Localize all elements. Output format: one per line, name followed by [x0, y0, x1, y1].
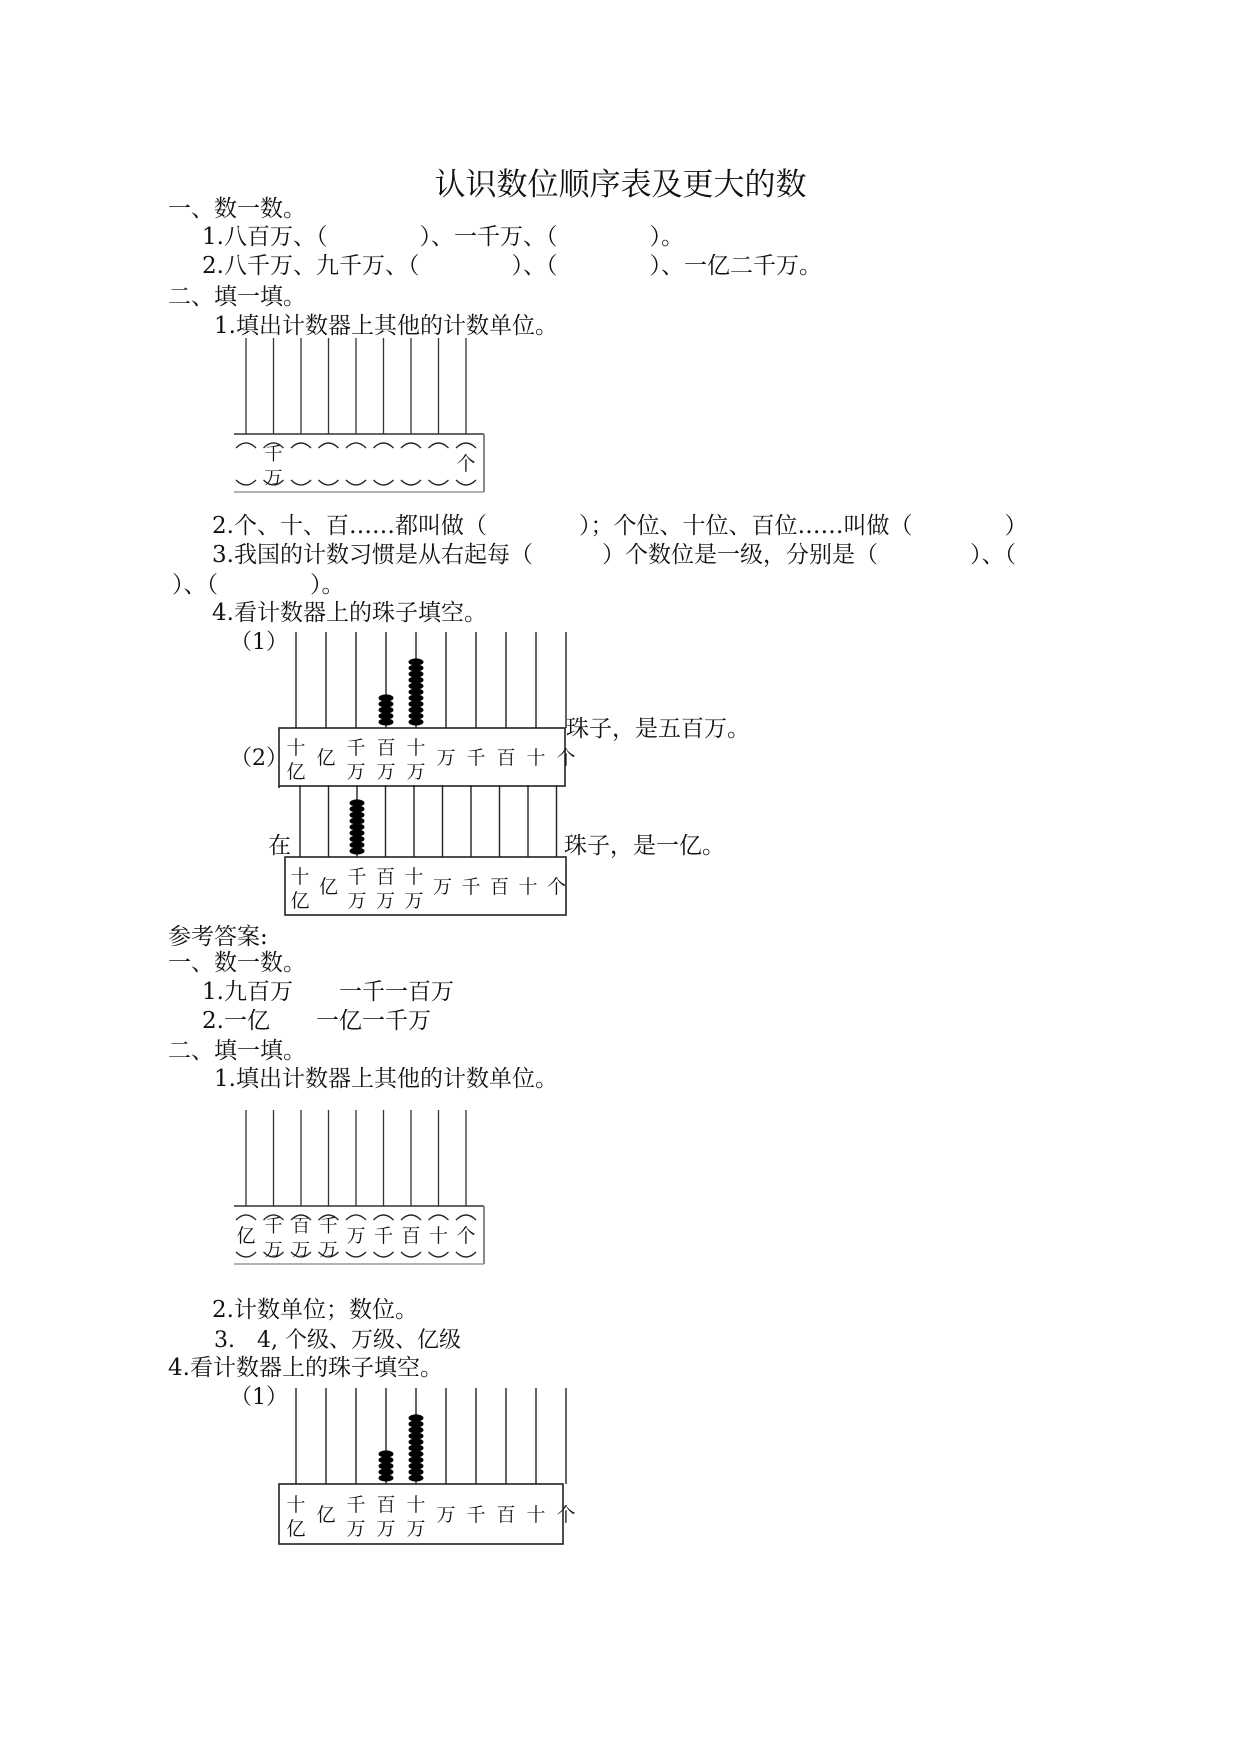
- abacus-part-2: [284, 785, 574, 920]
- unit-label: 十: [290, 866, 310, 888]
- section-1-heading: 一、数一数。: [168, 196, 306, 222]
- unit-label: 百: [401, 1225, 421, 1247]
- unit-label: 百: [496, 747, 516, 769]
- abacus-bead: [379, 694, 394, 701]
- unit-label: 十: [518, 876, 538, 898]
- bracket-top: [346, 443, 366, 448]
- unit-label: 万: [406, 761, 426, 783]
- unit-label: 十: [428, 1225, 449, 1247]
- unit-label: 万: [264, 468, 283, 489]
- abacus-part-1: [278, 628, 576, 788]
- abacus-question-1: [232, 336, 492, 498]
- unit-label: 万: [376, 1518, 396, 1540]
- unit-label: 十: [526, 747, 546, 769]
- bracket-top: [291, 443, 311, 448]
- bracket-bottom: [346, 480, 366, 485]
- part-1-label: （1）: [230, 630, 288, 655]
- answer-2-3: 3. 4, 个级、万级、亿级: [214, 1328, 461, 1353]
- unit-label: 千: [264, 444, 283, 465]
- bracket-top: [374, 443, 394, 448]
- unit-label: 千: [319, 1216, 338, 1237]
- unit-label: 亿: [286, 761, 306, 783]
- unit-label: 十: [526, 1504, 546, 1526]
- bracket-top: [236, 443, 256, 448]
- bracket-top: [401, 443, 421, 448]
- bracket-top: [429, 443, 449, 448]
- unit-label: 十: [286, 1494, 306, 1516]
- part-2-label: （2）: [230, 746, 288, 771]
- unit-label: 个: [546, 876, 567, 898]
- page-title: 认识数位顺序表及更大的数: [434, 167, 807, 203]
- abacus-answer-part-1: [278, 1384, 576, 1549]
- part-2-tail-text: 珠子，是一亿。: [564, 833, 725, 859]
- question-2-1: 1.填出计数器上其他的计数单位。: [214, 313, 558, 339]
- unit-label: 千: [373, 1225, 394, 1247]
- unit-label: 十: [406, 1494, 426, 1516]
- bracket-top: [374, 1215, 394, 1220]
- unit-label: 千: [466, 1504, 486, 1526]
- bracket-bottom: [456, 1252, 476, 1257]
- bracket-bottom: [291, 480, 311, 485]
- unit-label: 万: [436, 1504, 456, 1526]
- bracket-bottom: [319, 480, 339, 485]
- abacus-bead: [409, 658, 424, 665]
- unit-label: 万: [432, 876, 453, 898]
- bracket-bottom: [401, 1252, 421, 1257]
- unit-label: 万: [406, 1518, 426, 1540]
- bracket-top: [456, 443, 476, 448]
- bracket-top: [346, 1215, 366, 1220]
- answer-2-2: 2.计数单位；数位。: [212, 1297, 418, 1323]
- question-1-1: 1.八百万、（ ）、一千万、（ ）。: [202, 224, 684, 250]
- bracket-bottom: [401, 480, 421, 485]
- unit-label: 百: [496, 1504, 516, 1526]
- bracket-bottom: [374, 480, 394, 485]
- bracket-bottom: [346, 1252, 366, 1257]
- unit-label: 十: [404, 866, 424, 888]
- bracket-bottom: [236, 480, 256, 485]
- unit-label: 万: [292, 1240, 310, 1261]
- unit-label: 十: [406, 737, 426, 759]
- part-1-tail-text: 珠子，是五百万。: [566, 716, 750, 742]
- abacus-bead: [350, 799, 365, 806]
- unit-label: 百: [376, 1494, 396, 1516]
- unit-label: 亿: [290, 890, 310, 912]
- question-2-4: 4.看计数器上的珠子填空。: [212, 600, 487, 626]
- unit-label: 百: [376, 737, 396, 759]
- unit-label: 万: [375, 890, 396, 912]
- unit-label: 万: [347, 890, 367, 912]
- unit-label: 十: [286, 737, 306, 759]
- answers-section-2-heading: 二、填一填。: [168, 1038, 306, 1064]
- unit-label: 千: [264, 1216, 283, 1237]
- bracket-bottom: [374, 1252, 394, 1257]
- unit-label: 亿: [316, 1504, 336, 1526]
- bracket-bottom: [429, 1252, 449, 1257]
- bracket-top: [319, 443, 339, 448]
- abacus-answer-1: [232, 1108, 492, 1270]
- answer-2-1-text: 1.填出计数器上其他的计数单位。: [214, 1066, 558, 1092]
- bracket-top: [429, 1215, 449, 1220]
- abacus-bead: [379, 1450, 394, 1457]
- unit-label: 万: [346, 1225, 366, 1247]
- answers-heading: 参考答案:: [168, 924, 268, 950]
- unit-label: 万: [436, 747, 456, 769]
- answer-1-1: 1.九百万 一千一百万: [202, 979, 454, 1005]
- part-2-lead-text: 在: [268, 833, 291, 859]
- bracket-top: [401, 1215, 421, 1220]
- unit-label: 个: [556, 1504, 576, 1526]
- question-2-3: 3.我国的计数习惯是从右起每（ ）个数位是一级，分别是（ ）、（: [212, 542, 1016, 568]
- unit-label: 万: [376, 761, 396, 783]
- question-2-2: 2.个、十、百……都叫做（ ）；个位、十位、百位……叫做（ ）: [212, 513, 1028, 539]
- question-1-2: 2.八千万、九千万、（ ）、（ ）、一亿二千万。: [202, 253, 822, 279]
- unit-label: 百: [375, 866, 396, 888]
- unit-label: 亿: [316, 747, 336, 769]
- unit-label: 个: [556, 747, 576, 769]
- abacus-bead: [409, 1414, 424, 1421]
- unit-label: 个: [456, 1225, 476, 1247]
- unit-label: 千: [346, 1494, 366, 1516]
- answers-section-1-heading: 一、数一数。: [168, 950, 306, 976]
- answer-1-2: 2.一亿 一亿一千万: [202, 1008, 431, 1034]
- answer-2-4: 4.看计数器上的珠子填空。: [168, 1355, 443, 1381]
- unit-label: 亿: [318, 876, 339, 898]
- unit-label: 万: [319, 1240, 338, 1261]
- unit-label: 万: [346, 761, 366, 783]
- unit-label: 万: [346, 1518, 366, 1540]
- bracket-bottom: [236, 1252, 256, 1257]
- unit-label: 万: [264, 1240, 283, 1261]
- bracket-top: [456, 1215, 476, 1220]
- question-2-3-continued: ）、（ ）。: [172, 572, 345, 598]
- unit-label: 千: [347, 866, 367, 888]
- section-2-heading: 二、填一填。: [168, 284, 306, 310]
- answer-part-1-label: （1）: [230, 1385, 288, 1410]
- unit-label: 万: [404, 890, 424, 912]
- unit-label: 千: [461, 876, 481, 898]
- unit-label: 个: [456, 453, 476, 475]
- bracket-top: [236, 1215, 256, 1220]
- unit-label: 百: [292, 1216, 310, 1237]
- unit-label: 亿: [236, 1225, 256, 1247]
- unit-label: 百: [489, 876, 510, 898]
- bracket-bottom: [456, 480, 476, 485]
- bracket-bottom: [429, 480, 449, 485]
- unit-label: 亿: [286, 1518, 306, 1540]
- unit-label: 千: [346, 737, 366, 759]
- unit-label: 千: [466, 747, 486, 769]
